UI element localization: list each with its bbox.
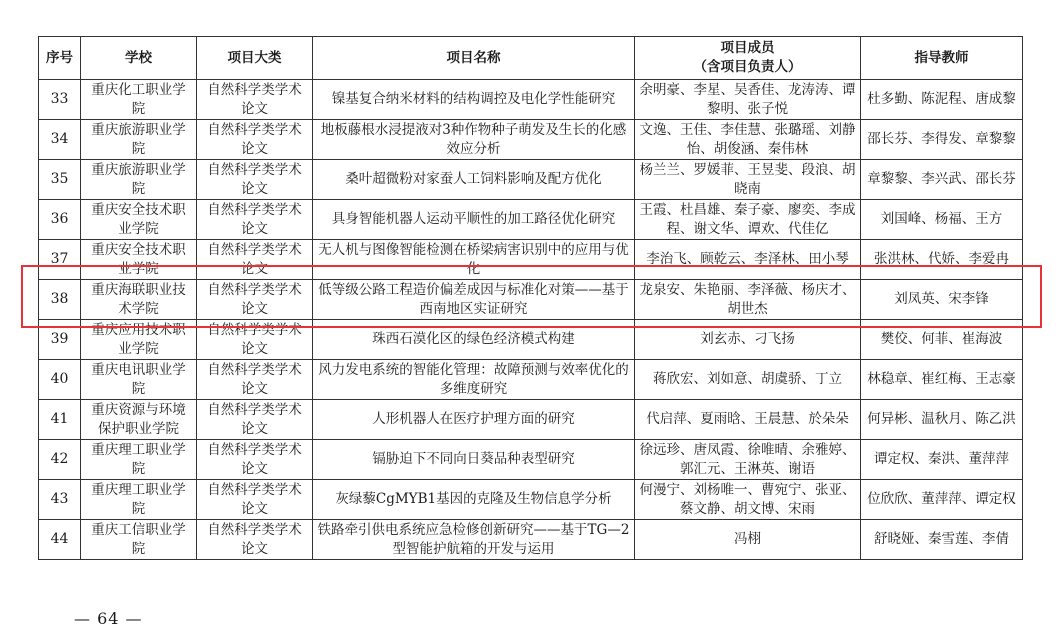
header-advisors: 指导教师 — [861, 37, 1023, 80]
cell-seq: 43 — [39, 480, 81, 520]
cell-category: 自然科学类学术论文 — [197, 440, 313, 480]
cell-category: 自然科学类学术论文 — [197, 280, 313, 320]
cell-seq: 40 — [39, 360, 81, 400]
cell-advisors: 刘凤英、宋李锋 — [861, 280, 1023, 320]
cell-seq: 35 — [39, 160, 81, 200]
table-row — [39, 200, 1023, 240]
cell-category: 自然科学类学术论文 — [197, 200, 313, 240]
table-row — [39, 400, 1023, 440]
cell-school: 重庆安全技术职业学院 — [81, 240, 197, 280]
cell-members: 王霞、杜昌雄、秦子豪、廖奕、李成程、谢文华、谭欢、代佳亿 — [635, 200, 861, 240]
cell-seq: 36 — [39, 200, 81, 240]
header-category: 项目大类 — [197, 37, 313, 80]
cell-advisors: 谭定权、秦洪、董萍萍 — [861, 440, 1023, 480]
cell-project: 镉胁迫下不同向日葵品种表型研究 — [313, 440, 635, 480]
cell-members: 何漫宁、刘杨唯一、曹宛宁、张亚、蔡文静、胡文博、宋雨 — [635, 480, 861, 520]
cell-category: 自然科学类学术论文 — [197, 160, 313, 200]
cell-project: 低等级公路工程造价偏差成因与标准化对策——基于西南地区实证研究 — [313, 280, 635, 320]
cell-advisors: 何异彬、温秋月、陈乙洪 — [861, 400, 1023, 440]
table-row — [39, 480, 1023, 520]
cell-school: 重庆安全技术职业学院 — [81, 200, 197, 240]
cell-school: 重庆应用技术职业学院 — [81, 320, 197, 360]
cell-members: 冯栩 — [635, 520, 861, 560]
cell-school: 重庆旅游职业学院 — [81, 120, 197, 160]
cell-advisors: 舒晓娅、秦雪莲、李倩 — [861, 520, 1023, 560]
cell-seq: 42 — [39, 440, 81, 480]
cell-seq: 37 — [39, 240, 81, 280]
table-row — [39, 320, 1023, 360]
table-row — [39, 520, 1023, 560]
cell-members: 文逸、王佳、李佳慧、张璐瑶、刘静怡、胡俊涵、秦伟林 — [635, 120, 861, 160]
cell-seq: 33 — [39, 80, 81, 120]
cell-category: 自然科学类学术论文 — [197, 480, 313, 520]
cell-advisors: 樊佼、何菲、崔海波 — [861, 320, 1023, 360]
cell-members: 刘玄赤、刁飞扬 — [635, 320, 861, 360]
cell-advisors: 张洪林、代娇、李爱冉 — [861, 240, 1023, 280]
header-row — [39, 37, 1023, 80]
table-row — [39, 440, 1023, 480]
cell-project: 珠西石漠化区的绿色经济模式构建 — [313, 320, 635, 360]
cell-seq: 39 — [39, 320, 81, 360]
cell-school: 重庆理工职业学院 — [81, 440, 197, 480]
cell-advisors: 邵长芬、李得发、章黎黎 — [861, 120, 1023, 160]
header-project: 项目名称 — [313, 37, 635, 80]
cell-advisors: 位欣欣、董萍萍、谭定权 — [861, 480, 1023, 520]
cell-members: 蒋欣宏、刘如意、胡虞骄、丁立 — [635, 360, 861, 400]
cell-members: 龙泉安、朱艳丽、李泽薇、杨庆才、胡世杰 — [635, 280, 861, 320]
cell-category: 自然科学类学术论文 — [197, 240, 313, 280]
cell-project: 灰绿藜CgMYB1基因的克隆及生物信息学分析 — [313, 480, 635, 520]
cell-school: 重庆工信职业学院 — [81, 520, 197, 560]
results-table — [38, 36, 1023, 560]
cell-school: 重庆化工职业学院 — [81, 80, 197, 120]
cell-members: 徐远珍、唐凤霞、徐唯晴、余雅婷、郭汇元、王淋英、谢语 — [635, 440, 861, 480]
cell-category: 自然科学类学术论文 — [197, 520, 313, 560]
header-seq: 序号 — [39, 37, 81, 80]
table-row — [39, 160, 1023, 200]
cell-project: 地板藤根水浸提液对3种作物种子萌发及生长的化感效应分析 — [313, 120, 635, 160]
cell-school: 重庆海联职业技术学院 — [81, 280, 197, 320]
table-row — [39, 80, 1023, 120]
page-number: — 64 — — [74, 609, 143, 628]
cell-members: 杨兰兰、罗媛菲、王昱斐、段浪、胡晓南 — [635, 160, 861, 200]
cell-seq: 44 — [39, 520, 81, 560]
cell-project: 镍基复合纳米材料的结构调控及电化学性能研究 — [313, 80, 635, 120]
cell-advisors: 杜多勤、陈泥程、唐成黎 — [861, 80, 1023, 120]
cell-members: 代启萍、夏雨晗、王晨慧、於朵朵 — [635, 400, 861, 440]
table-row — [39, 280, 1023, 320]
cell-advisors: 章黎黎、李兴武、邵长芬 — [861, 160, 1023, 200]
cell-members: 余明豪、李星、吴香佳、龙涛涛、谭黎明、张子悦 — [635, 80, 861, 120]
cell-project: 风力发电系统的智能化管理：故障预测与效率优化的多维度研究 — [313, 360, 635, 400]
table-row — [39, 360, 1023, 400]
cell-school: 重庆资源与环境保护职业学院 — [81, 400, 197, 440]
cell-category: 自然科学类学术论文 — [197, 80, 313, 120]
cell-category: 自然科学类学术论文 — [197, 120, 313, 160]
header-members — [635, 37, 861, 80]
cell-school: 重庆电讯职业学院 — [81, 360, 197, 400]
cell-seq: 41 — [39, 400, 81, 440]
cell-seq: 34 — [39, 120, 81, 160]
cell-project: 铁路牵引供电系统应急检修创新研究——基于TG—2型智能护航箱的开发与运用 — [313, 520, 635, 560]
cell-category: 自然科学类学术论文 — [197, 400, 313, 440]
header-school: 学校 — [81, 37, 197, 80]
header-members-line2: （含项目负责人） — [693, 59, 802, 75]
cell-category: 自然科学类学术论文 — [197, 320, 313, 360]
header-members-line1: 项目成员 — [720, 40, 775, 56]
cell-members: 李治飞、顾乾云、李泽林、田小琴 — [635, 240, 861, 280]
cell-advisors: 林稳章、崔红梅、王志豪 — [861, 360, 1023, 400]
table-row — [39, 120, 1023, 160]
cell-school: 重庆旅游职业学院 — [81, 160, 197, 200]
cell-category: 自然科学类学术论文 — [197, 360, 313, 400]
cell-seq: 38 — [39, 280, 81, 320]
cell-project: 桑叶超微粉对家蚕人工饲料影响及配方优化 — [313, 160, 635, 200]
table-body — [39, 80, 1023, 560]
cell-advisors: 刘国峰、杨福、王方 — [861, 200, 1023, 240]
cell-project: 具身智能机器人运动平顺性的加工路径优化研究 — [313, 200, 635, 240]
cell-project: 无人机与图像智能检测在桥梁病害识别中的应用与优化 — [313, 240, 635, 280]
cell-project: 人形机器人在医疗护理方面的研究 — [313, 400, 635, 440]
cell-school: 重庆理工职业学院 — [81, 480, 197, 520]
table-row — [39, 240, 1023, 280]
